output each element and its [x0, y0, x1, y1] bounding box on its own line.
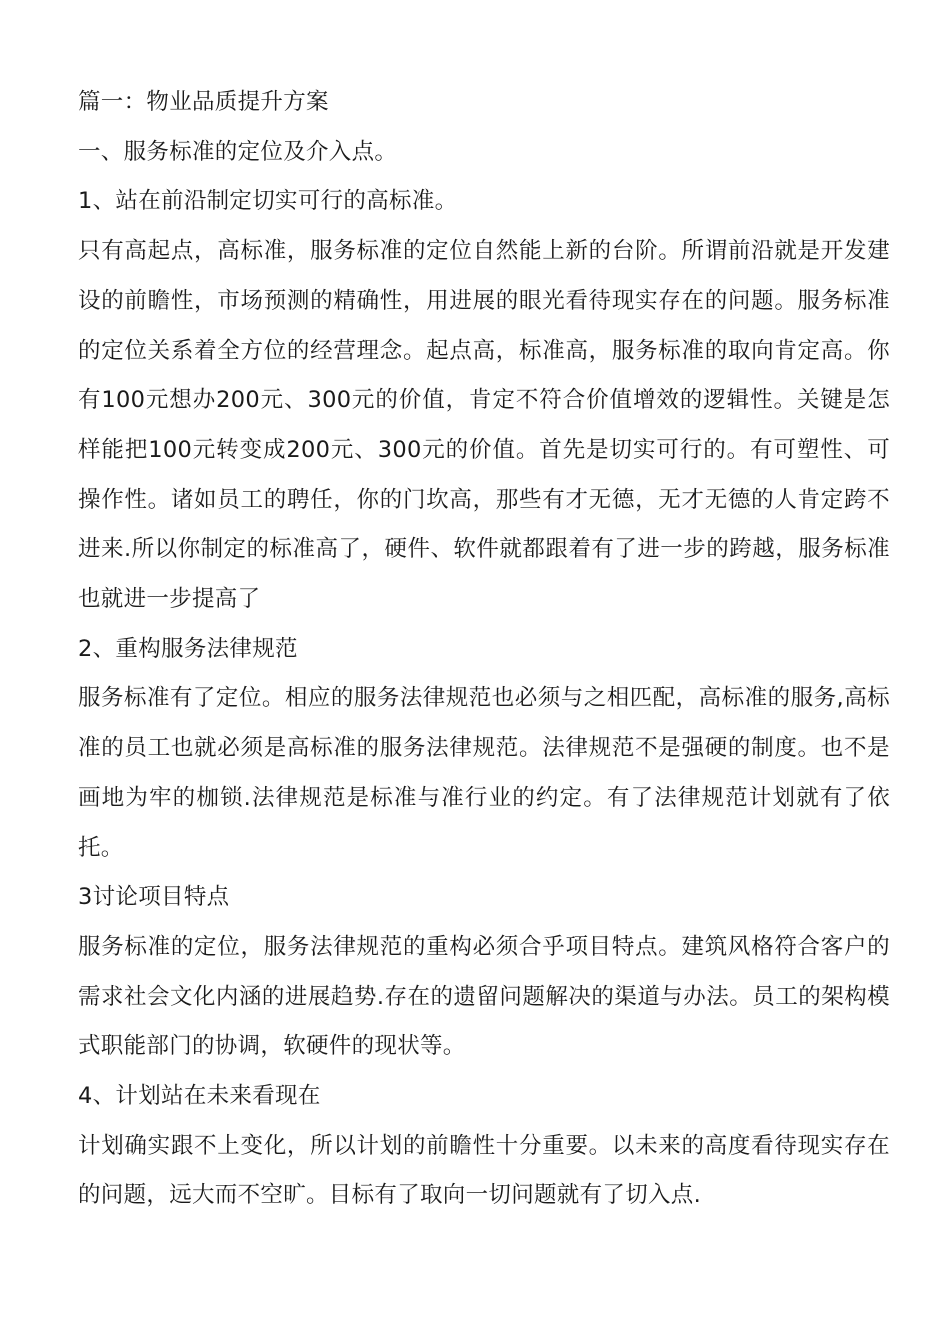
- item-heading: 2、重构服务法律规范: [78, 635, 298, 662]
- paragraph: 计划确实跟不上变化，所以计划的前瞻性十分重要。以未来的高度看待现实存在的问题，远大而不空旷。目标有了取向一切问题就有了切入点.: [78, 1132, 890, 1209]
- item-heading: 3讨论项目特点: [78, 884, 230, 911]
- paragraph: 服务标准有了定位。相应的服务法律规范也必须与之相匹配，高标准的服务,高标准的员工也就必须是高标准的服务法律规范。法律规范不是强硬的制度。也不是画地为牢的枷锁.法律规范是标准与准行业的约定。有了法律规范计划就有了依托。: [78, 685, 890, 861]
- section-heading: 一、服务标准的定位及介入点。: [78, 138, 398, 165]
- item-heading: 4、计划站在未来看现在: [78, 1083, 321, 1110]
- document-body: [78, 78, 890, 1221]
- paragraph: 只有高起点，高标准，服务标准的定位自然能上新的台阶。所谓前沿就是开发建设的前瞻性，市场预测的精确性，用进展的眼光看待现实存在的问题。服务标准的定位关系着全方位的经营理念。起点高，标准高，服务标准的取向肯定高。你有100元想办200元、300元的价值，肯定不符合价值增效的逻辑性。关键是怎样能把100元转变成200元、300元的价值。首先是切实可行的。有可塑性、可操作性。诸如员工的聘任，你的门坎高，那些有才无德，无才无德的人肯定跨不进来.所以你制定的标准高了，硬件、软件就都跟着有了进一步的跨越，服务标准也就进一步提高了: [78, 238, 890, 613]
- document-title: 篇一：物业品质提升方案: [78, 89, 329, 115]
- item-heading: 1、站在前沿制定切实可行的高标准。: [78, 188, 458, 215]
- paragraph: 服务标准的定位，服务法律规范的重构必须合乎项目特点。建筑风格符合客户的需求社会文化内涵的进展趋势.存在的遗留问题解决的渠道与办法。员工的架构模式职能部门的协调，软硬件的现状等。: [78, 933, 890, 1060]
